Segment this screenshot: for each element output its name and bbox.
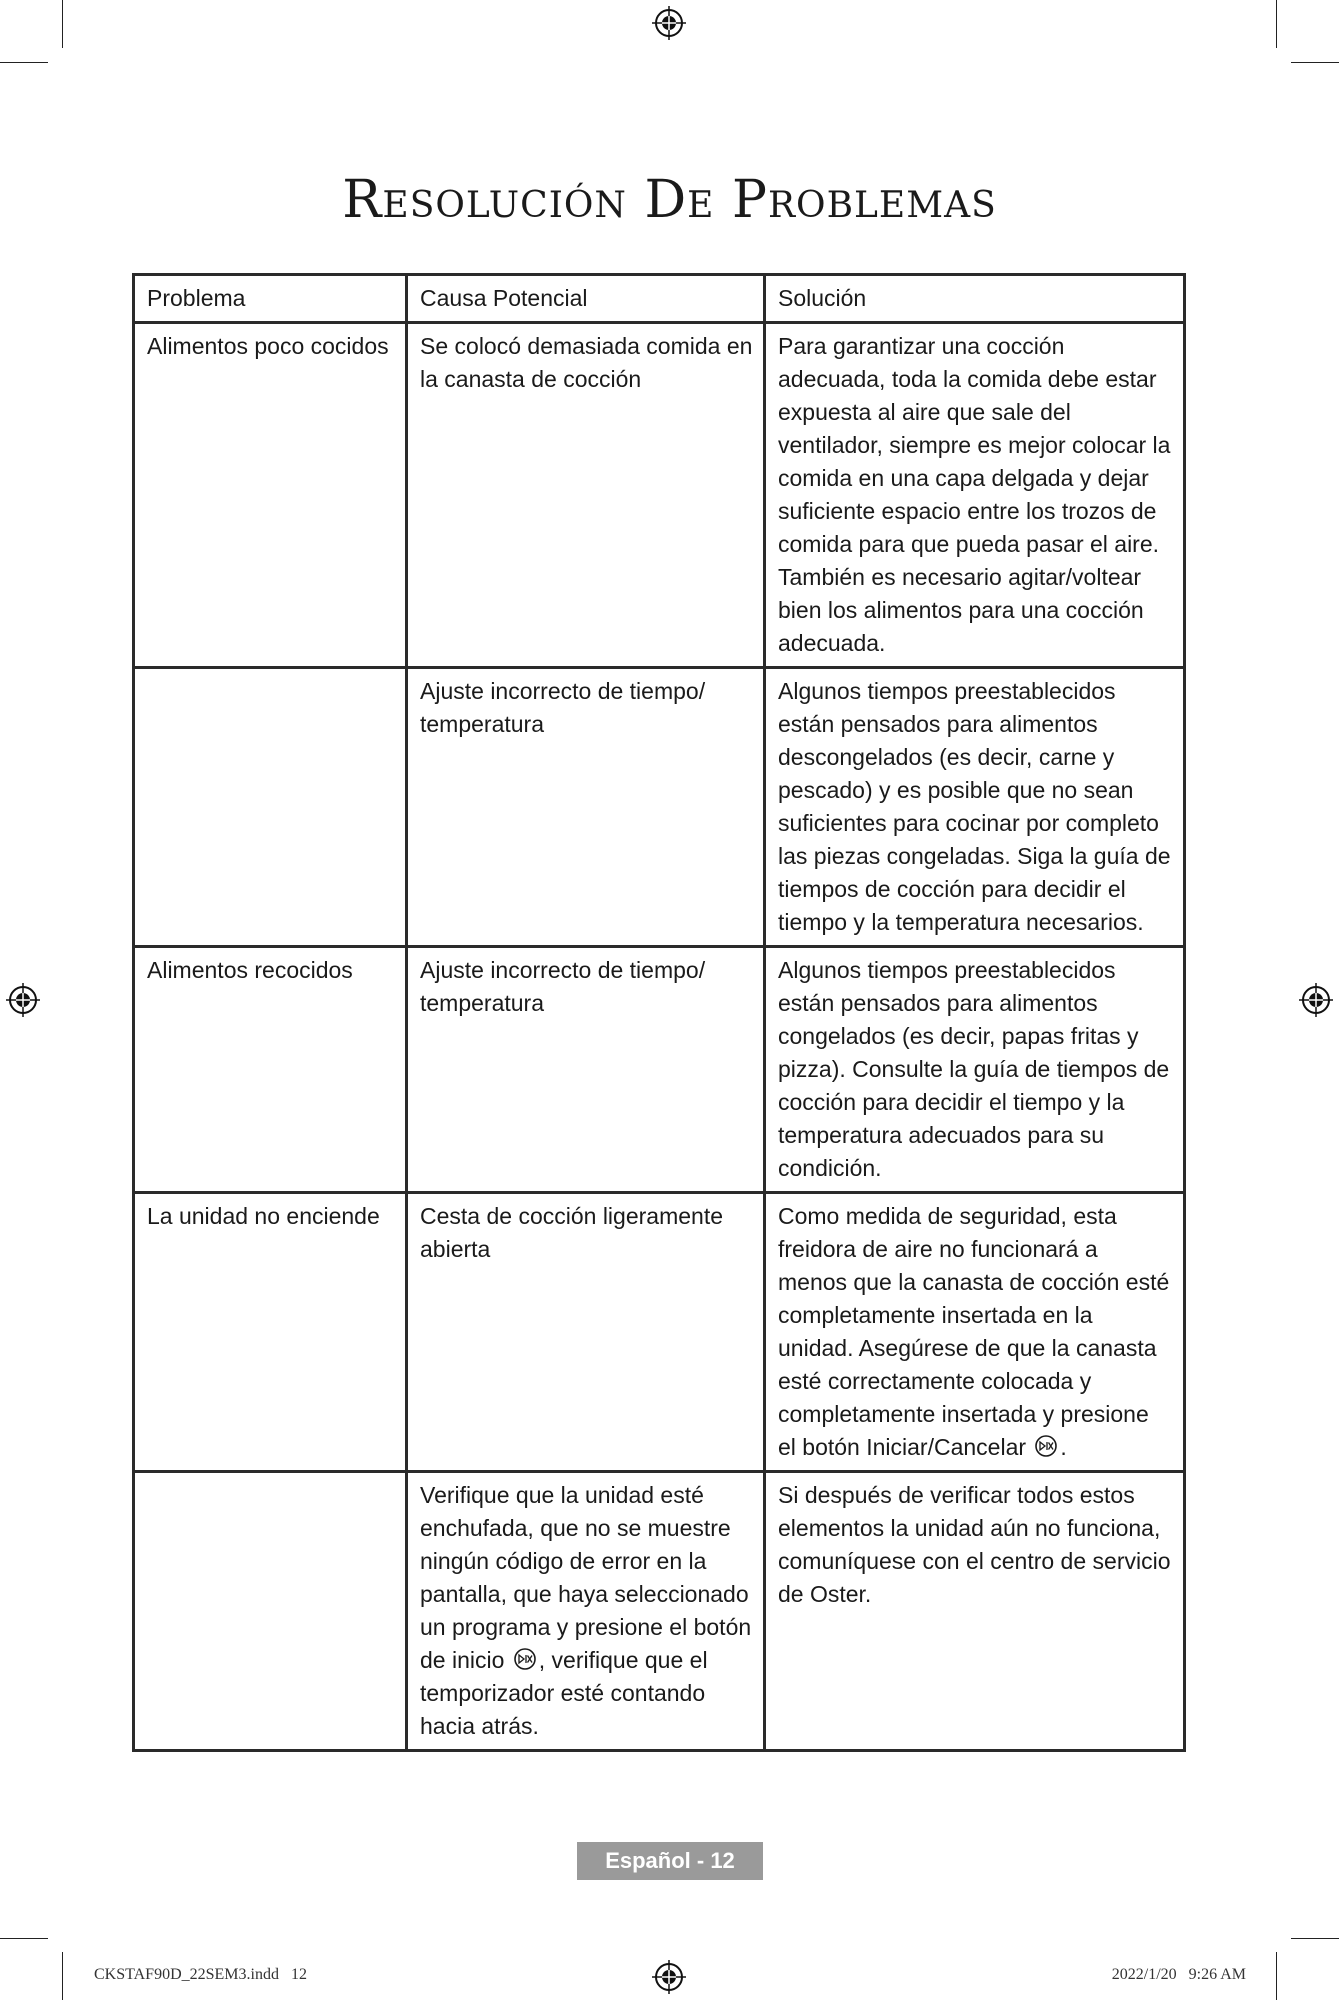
slug-file-info: CKSTAF90D_22SEM3.indd 12 [94,1966,307,1983]
cause-cell: Cesta de cocción ligeramente abierta [407,1193,765,1472]
table-row [134,1472,1185,1751]
table-row [134,323,1185,668]
problem-cell: Alimentos poco cocidos [134,323,407,668]
crop-mark [0,1938,48,1939]
table-row [134,947,1185,1193]
troubleshooting-table [132,273,1186,1752]
crop-mark [1276,1952,1277,2000]
crop-mark [1276,0,1277,48]
page-title: Resolución De Problemas [342,170,997,230]
cause-text: Verifique que la unidad esté enchufada, que no se muestre ningún código de error en la pantalla, que haya seleccionado un programa y presione el botón de inicio [420,1482,752,1673]
table-row [134,1193,1185,1472]
crop-mark [1291,62,1339,63]
solution-cell: Si después de verificar todos estos elementos la unidad aún no funciona, comuníquese con el centro de servicio de Oster. [765,1472,1185,1751]
start-cancel-button-icon [1034,1434,1058,1458]
solution-cell: Algunos tiempos preestablecidos están pensados para alimentos descongelados (es decir, carne y pescado) y es posible que no sean suficientes para cocinar por completo las piezas congeladas. Siga la guía de tiempos de cocción para decidir el tiempo y la temperatura necesarios. [765,668,1185,947]
column-header-solution: Solución [765,275,1185,323]
crop-mark [1291,1938,1339,1939]
solution-text-end: . [1060,1434,1067,1460]
registration-mark-icon [652,6,686,40]
cause-cell: Se colocó demasiada comida en la canasta de cocción [407,323,765,668]
solution-cell: Para garantizar una cocción adecuada, toda la comida debe estar expuesta al aire que sale del ventilador, siempre es mejor colocar la comida en una capa delgada y dejar suficiente espacio entre los trozos de comida para que pueda pasar el aire. También es necesario agitar/voltear bien los alimentos para una cocción adecuada. [765,323,1185,668]
table-header-row [134,275,1185,323]
cause-cell: Ajuste incorrecto de tiempo/ temperatura [407,668,765,947]
start-cancel-button-icon [513,1647,537,1671]
page-number-badge: Español - 12 [577,1842,763,1880]
slug-datetime: 2022/1/20 9:26 AM [1111,1966,1246,1983]
registration-mark-icon [652,1960,686,1994]
problem-cell: Alimentos recocidos [134,947,407,1193]
crop-mark [0,62,48,63]
solution-text: Como medida de seguridad, esta freidora de aire no funcionará a menos que la canasta de cocción esté completamente insertada en la unidad. Asegúrese de que la canasta esté correctamente colocada y completamente insertada y presione el botón Iniciar/Cancelar [778,1203,1170,1460]
cause-cell: Ajuste incorrecto de tiempo/ temperatura [407,947,765,1193]
problem-cell-empty [134,1472,407,1751]
problem-cell-empty [134,668,407,947]
registration-mark-icon [6,983,40,1017]
cause-cell [407,1472,765,1751]
cause-text-end: , verifique que el temporizador esté contando hacia atrás. [420,1647,708,1739]
solution-cell: Algunos tiempos preestablecidos están pensados para alimentos congelados (es decir, papas fritas y pizza). Consulte la guía de tiempos de cocción para decidir el tiempo y la temperatura adecuados para su condición. [765,947,1185,1193]
column-header-problem: Problema [134,275,407,323]
solution-cell [765,1193,1185,1472]
column-header-cause: Causa Potencial [407,275,765,323]
crop-mark [62,1952,63,2000]
registration-mark-icon [1299,983,1333,1017]
table-row [134,668,1185,947]
crop-mark [62,0,63,48]
problem-cell: La unidad no enciende [134,1193,407,1472]
